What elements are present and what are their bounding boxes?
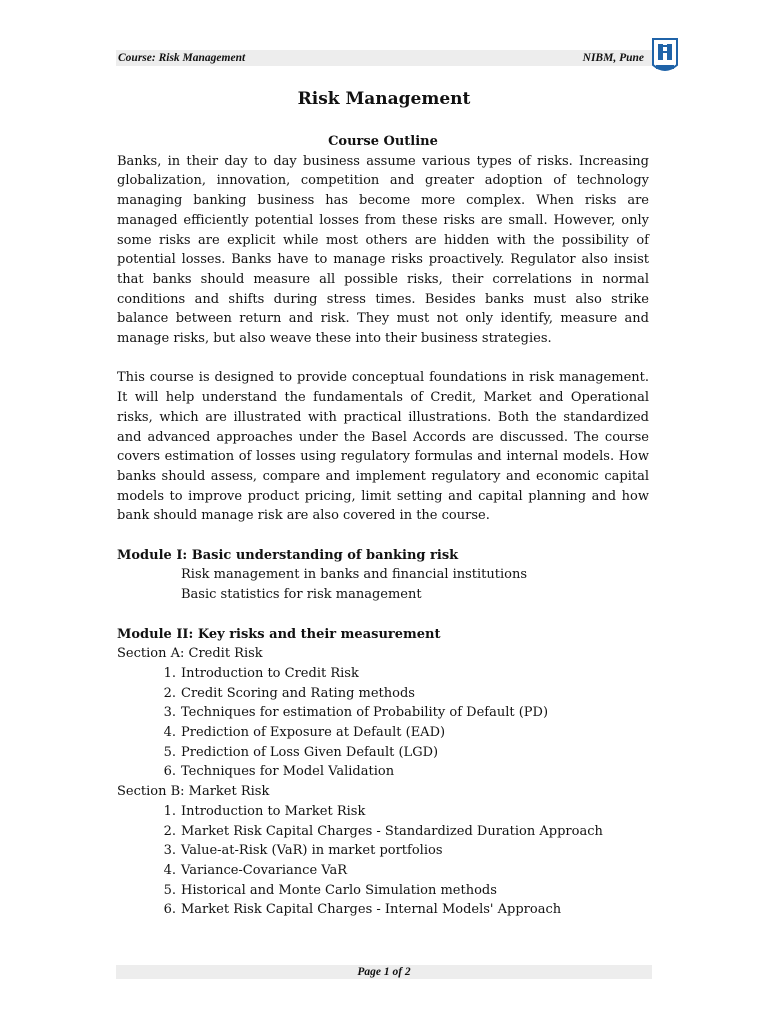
module-1-heading: Module I: Basic understanding of banking risk	[117, 547, 459, 563]
list-item: 4. Prediction of Exposure at Default (EAD)	[163, 725, 446, 741]
header-course: Course: Risk Management	[118, 52, 246, 64]
section-a-list	[117, 664, 649, 782]
list-item: 3. Techniques for estimation of Probability of Default (PD)	[163, 705, 549, 721]
list-item: 4. Variance-Covariance VaR	[163, 862, 348, 878]
document-body	[117, 132, 649, 920]
course-paragraph: This course is designed to provide conceptual foundations in risk management. It will help understand the fundamentals of Credit, Market and Operational risks, which are illustrated with practical illustrations. Both the standardized and advanced approaches under the Basel Accords are discussed. The course covers estimation of losses using regulatory formulas and internal models. How banks should assess, compare and implement regulatory and economic capital models to improve product pricing, limit setting and capital planning and how bank should manage risk are also covered in the course.	[117, 370, 649, 524]
course-outline-heading: Course Outline	[328, 134, 438, 149]
list-item: 5. Historical and Monte Carlo Simulation methods	[163, 882, 497, 898]
header-institute: NIBM, Pune	[582, 52, 644, 64]
list-item: 2. Credit Scoring and Rating methods	[163, 685, 415, 701]
list-item: 3. Value-at-Risk (VaR) in market portfolios	[163, 843, 443, 859]
section-b-title: Section B: Market Risk	[117, 784, 270, 800]
intro-paragraph: Banks, in their day to day business assume various types of risks. Increasing globalization, innovation, competition and greater adoption of technology managing banking business has become more complex. When risks are managed efficiently potential losses from these risks are small. However, only some risks are explicit while most others are hidden with the possibility of potential losses. Banks have to manage risks proactively. Regulator also insist that banks should measure all possible risks, their correlations in normal conditions and shifts during stress times. Besides banks must also strike balance between return and risk. They must not only identify, measure and manage risks, but also weave these into their business strategies.	[117, 153, 649, 347]
section-b-list	[117, 802, 649, 920]
module-2-heading: Module II: Key risks and their measurement	[117, 626, 441, 642]
list-item: 2. Market Risk Capital Charges - Standardized Duration Approach	[163, 823, 603, 839]
list-item: 6. Techniques for Model Validation	[163, 764, 395, 780]
page-header	[116, 50, 652, 66]
page-title: Risk Management	[297, 89, 471, 109]
section-a-title: Section A: Credit Risk	[117, 646, 263, 662]
page-footer: Page 1 of 2	[116, 965, 652, 979]
list-item: 1. Introduction to Credit Risk	[163, 665, 359, 681]
list-item: 5. Prediction of Loss Given Default (LGD)	[163, 744, 439, 760]
module-1-item: Basic statistics for risk management	[181, 587, 422, 603]
list-item: 1. Introduction to Market Risk	[163, 803, 366, 819]
list-item: 6. Market Risk Capital Charges - Internal Models' Approach	[163, 902, 562, 918]
nibm-logo-icon	[649, 36, 681, 76]
module-1-item: Risk management in banks and financial institutions	[181, 567, 528, 583]
